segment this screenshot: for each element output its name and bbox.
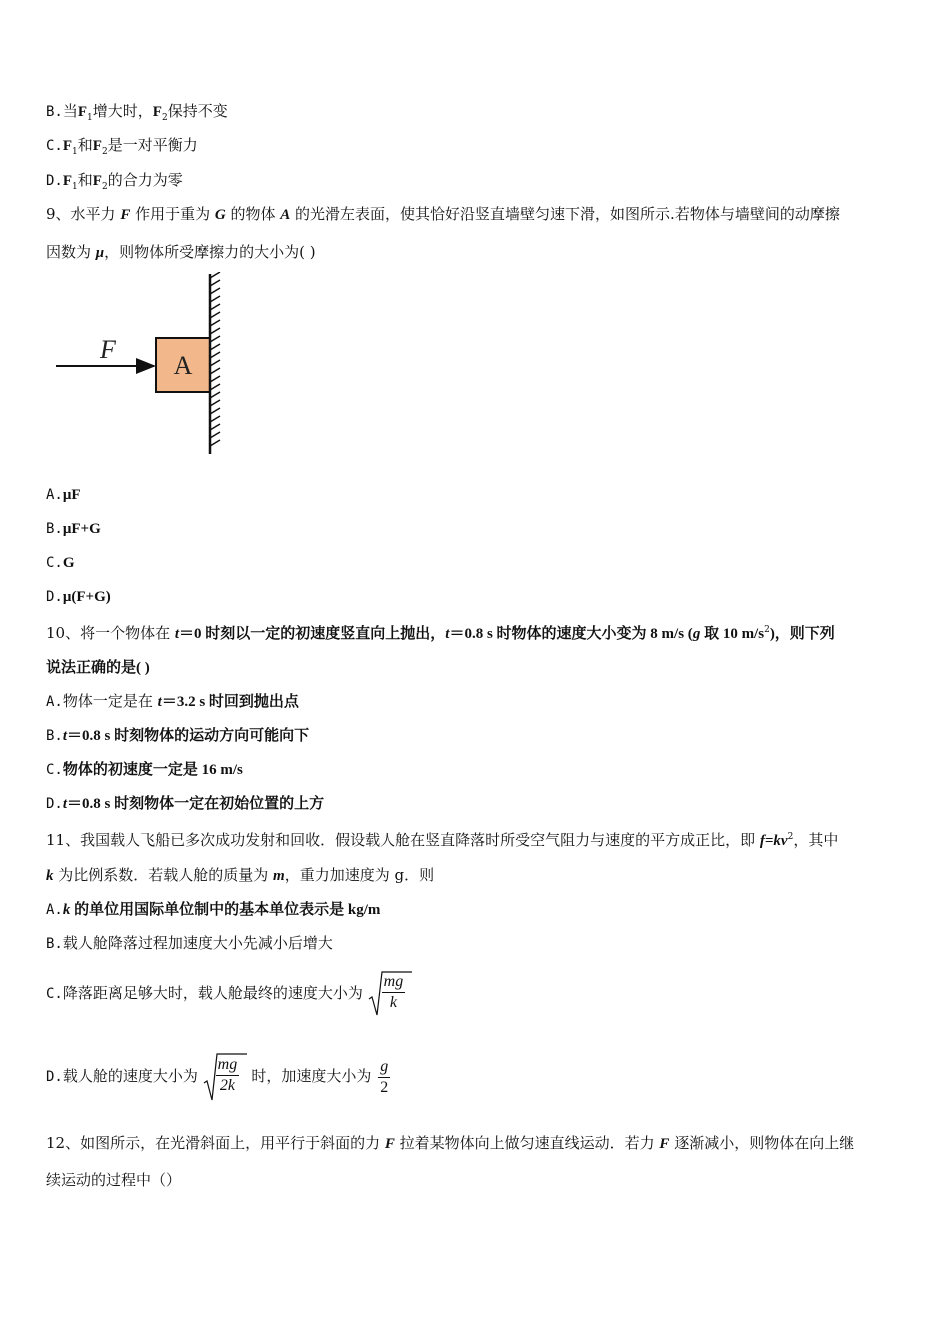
q11-option-a: A.k 的单位用国际单位制中的基本单位表示是 kg/m — [46, 902, 381, 918]
q11-stem-line2: k 为比例系数．若载人舱的质量为 m，重力加速度为 g．则 — [46, 866, 435, 884]
q10-option-b: B.t＝0.8 s 时刻物体的运动方向可能向下 — [46, 728, 310, 744]
q8-option-d: $D.F_1$和$F_2$的合力为零 — [46, 171, 183, 192]
sqrt-mg-over-2k: $\frac{mg}{2k}$ — [203, 1051, 247, 1103]
q12-stem-line1: 12、如图所示，在光滑斜面上，用平行于斜面的力 F 拉着某物体向上做匀速直线运动．若力 F 逐渐减小，则物体在向上继 — [46, 1134, 855, 1152]
q10-option-d: D.t＝0.8 s 时刻物体一定在初始位置的上方 — [46, 796, 325, 812]
q11-option-c: C.降落距离足够大时，载人舱最终的速度大小为 $\frac{mg}{k}$ — [46, 968, 412, 1018]
q8-option-c: $C.F_1$和$F_2$是一对平衡力 — [46, 136, 198, 157]
q9-option-c: C.G — [46, 555, 75, 571]
q8-option-b: B.当$F_1$增大时，$F_2$保持不变 — [46, 102, 228, 123]
q9-option-a: A.μF — [46, 487, 81, 503]
q10-option-c: C.物体的初速度一定是 16 m/s — [46, 762, 243, 778]
q9-option-b: B.μF+G — [46, 521, 101, 537]
block-label: A — [173, 351, 193, 380]
q11-option-d: D.载人舱的速度大小为 $\frac{mg}{2k}$ 时，加速度大小为 $\frac{g}{2}$ — [46, 1050, 390, 1102]
fraction-g-over-2: $\frac{g}{2}$ — [380, 1057, 389, 1096]
wall-hatching — [210, 272, 220, 446]
q10-stem-line1: 10、将一个物体在 t＝0 时刻以一定的初速度竖直向上抛出，t＝0.8 s 时物体的速度大小变为 8 m/s (g 取 10 $m/s^2$)，则下列 — [46, 624, 835, 642]
q12-stem-line2: 续运动的过程中（） — [46, 1171, 182, 1189]
q9-option-d: D.μ(F+G) — [46, 589, 111, 605]
q10-stem-line2: 说法正确的是( ) — [46, 660, 150, 676]
q9-figure — [50, 272, 240, 460]
q10-option-a: A.物体一定是在 t＝3.2 s 时回到抛出点 — [46, 692, 299, 710]
q9-stem-line1: 9、水平力 F 作用于重为 G 的物体 A 的光滑左表面，使其恰好沿竖直墙壁匀速下滑，如图所示.若物体与墙壁间的动摩擦 — [46, 205, 840, 223]
sqrt-mg-over-k: $\frac{mg}{k}$ — [368, 969, 412, 1019]
force-label: F — [100, 335, 116, 364]
q11-stem-line1: 11、我国载人飞船已多次成功发射和回收．假设载人舱在竖直降落时所受空气阻力与速度的平方成正比，即 $f=kv^2$，其中 — [46, 831, 839, 849]
q9-stem-line2: 因数为 μ，则物体所受摩擦力的大小为( ) — [46, 243, 316, 261]
q11-option-b: B.载人舱降落过程加速度大小先减小后增大 — [46, 934, 333, 952]
